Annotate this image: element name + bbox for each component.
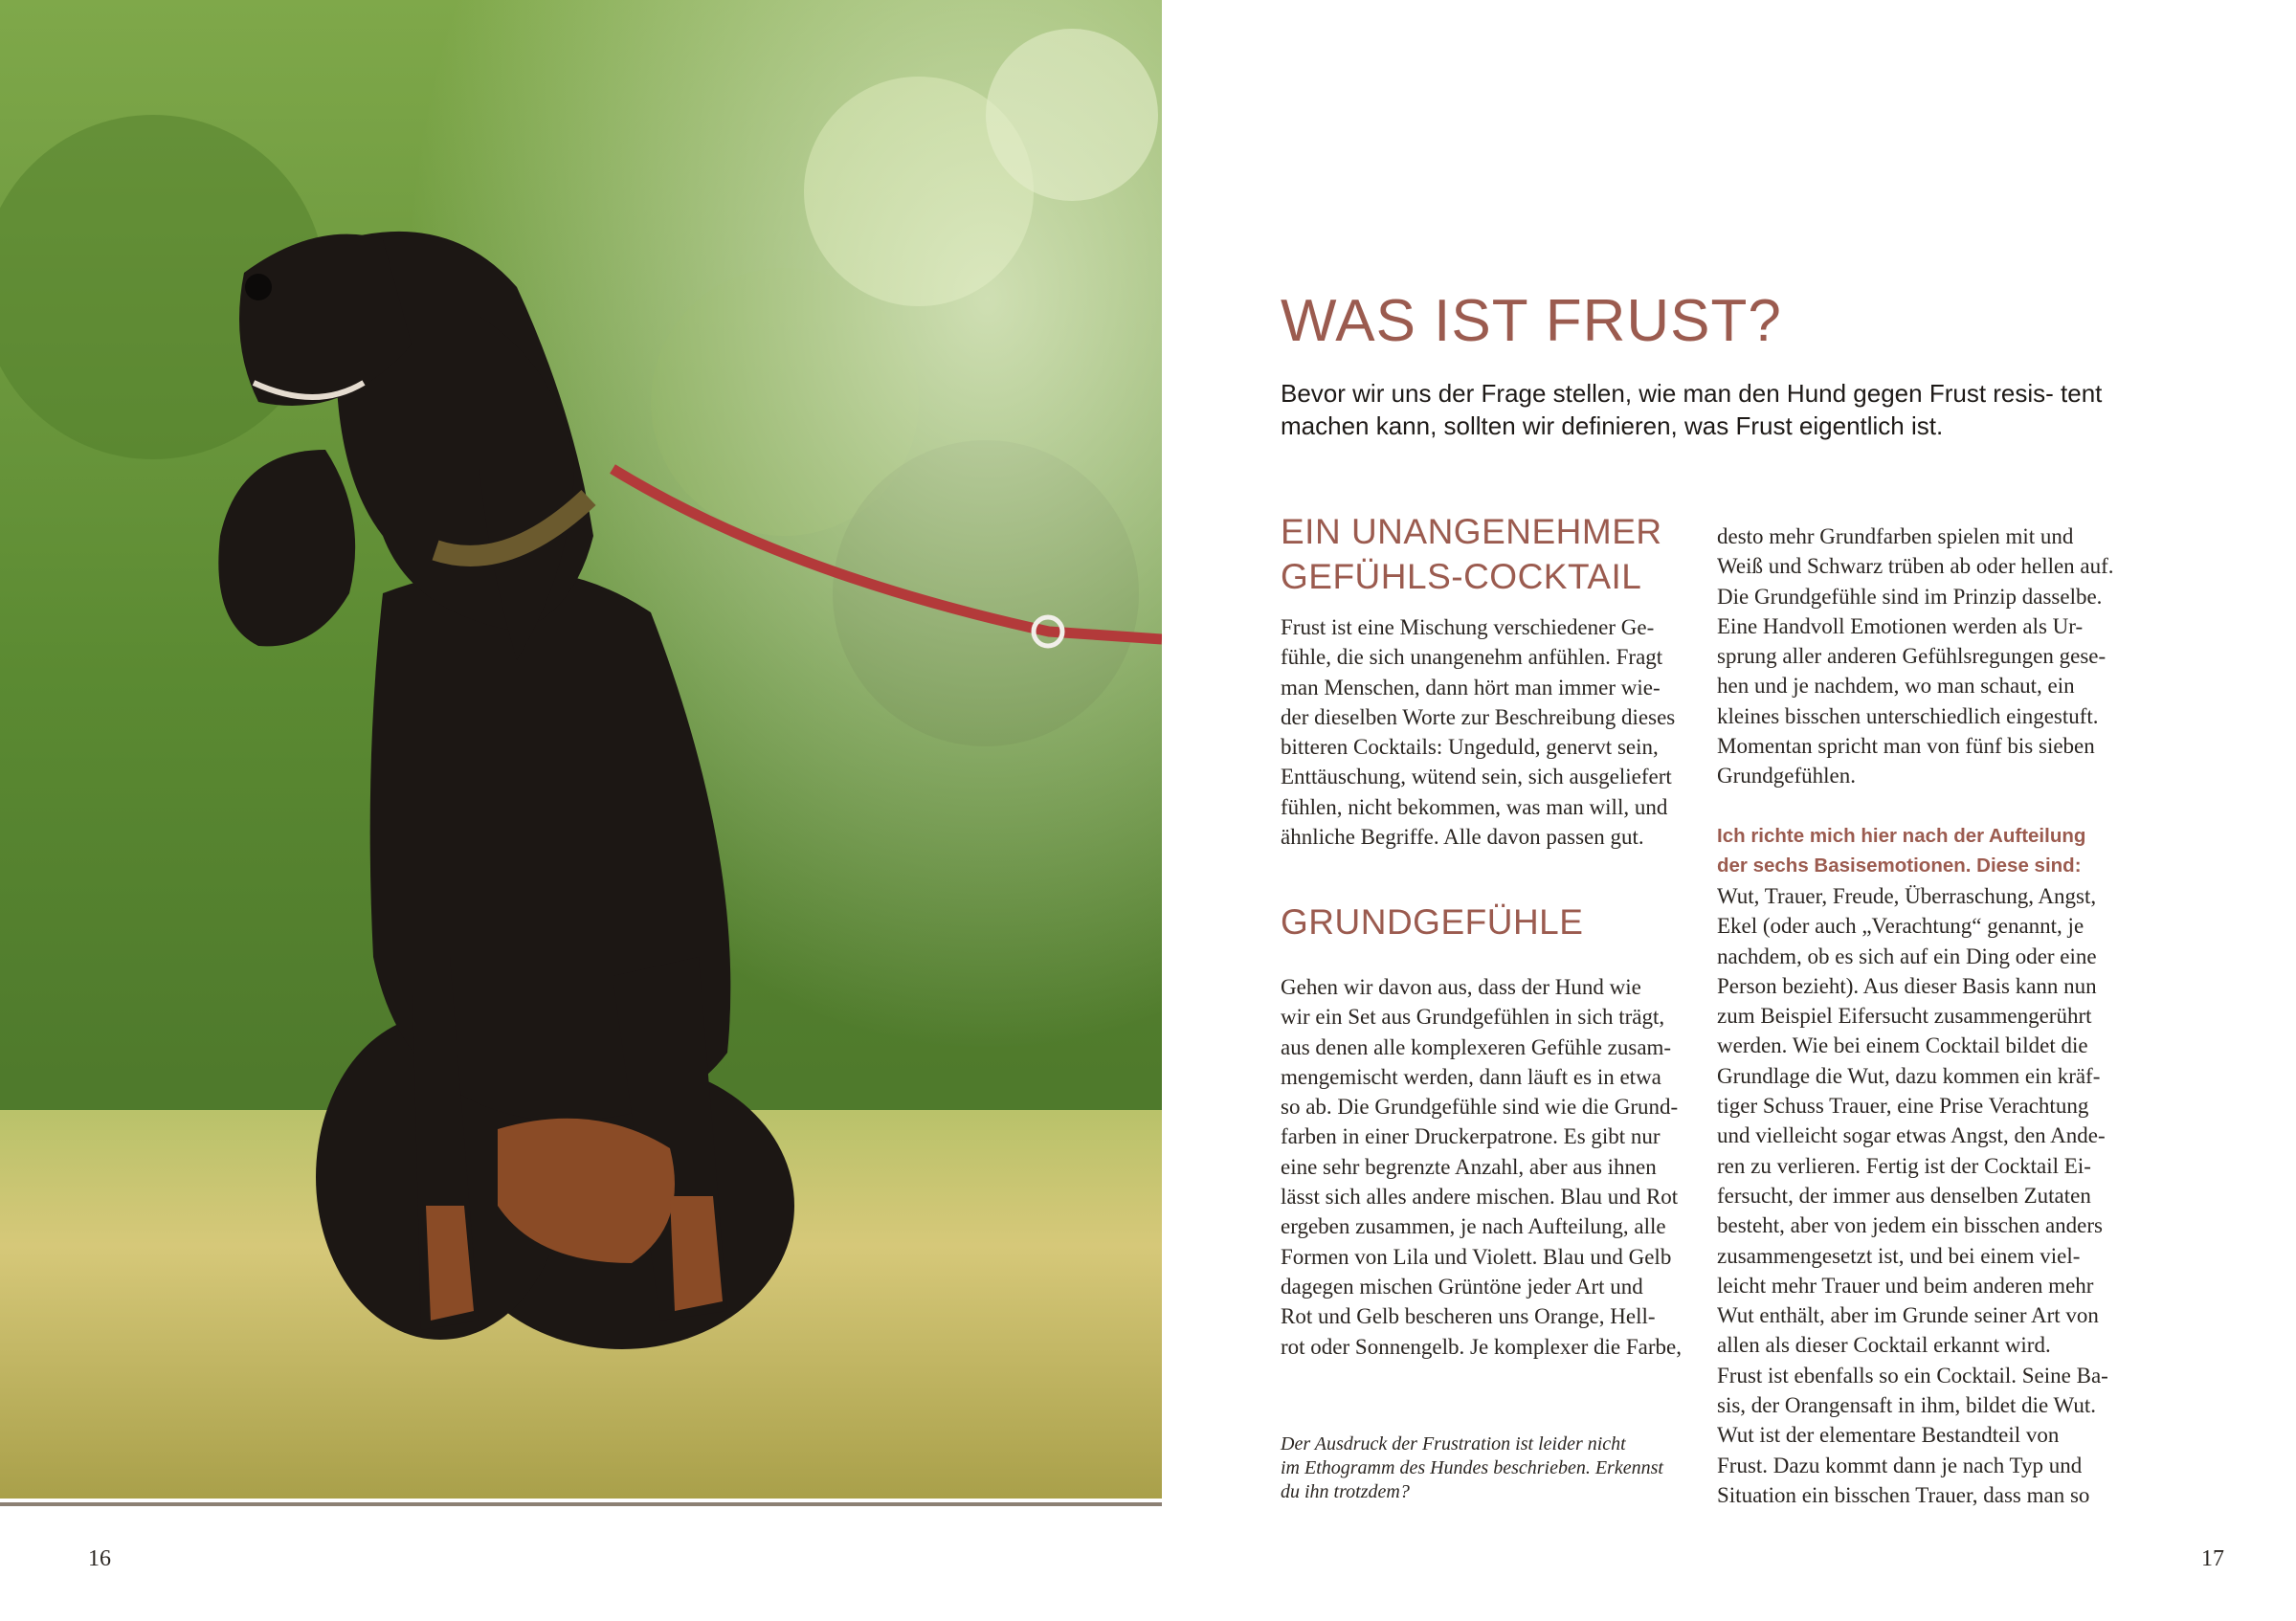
text-line: nachdem, ob es sich auf ein Ding oder eine (1717, 944, 2097, 968)
text-line: mengemischt werden, dann läuft es in etwa (1281, 1064, 1661, 1089)
column-two-top (1717, 522, 2114, 791)
heading-line: EIN UNANGENEHMER (1281, 512, 1662, 551)
lead-line: der sechs Basisemotionen. Diese sind: (1717, 855, 2082, 877)
page-bottom-rule (0, 1502, 1162, 1506)
text-line: zum Beispiel Eifersucht zusammengerührt (1717, 1004, 2092, 1029)
lead-line: Ich richte mich hier nach der Aufteilung (1717, 825, 2086, 847)
intro-paragraph: Bevor wir uns der Frage stellen, wie man den Hund gegen Frust resis- tent machen kann, sollten wir definieren, was Frust eigentlich ist. (1281, 379, 2103, 440)
page-number-left: 16 (88, 1546, 111, 1571)
text-line: Grundlage die Wut, dazu kommen ein kräf- (1717, 1063, 2101, 1088)
text-line: lässt sich alles andere mischen. Blau und Rot (1281, 1185, 1679, 1210)
heading-line: GEFÜHLS-COCKTAIL (1281, 557, 1642, 596)
text-line: Situation ein bisschen Trauer, dass man so (1717, 1482, 2090, 1507)
text-line: Enttäuschung, wütend sein, sich ausgeliefert (1281, 765, 1672, 789)
section-grundgefuehle-body (1281, 972, 1682, 1362)
chapter-title: WAS IST FRUST? (1281, 288, 1782, 354)
text-line: desto mehr Grundfarben spielen mit und (1717, 524, 2074, 548)
text-line: besteht, aber von jedem ein bisschen anders (1717, 1213, 2104, 1238)
text-line: Grundgefühlen. (1717, 764, 1856, 788)
text-line: eine sehr begrenzte Anzahl, aber aus ihnen (1281, 1154, 1657, 1179)
dog-photo (0, 0, 1162, 1499)
text-line: tiger Schuss Trauer, eine Prise Verachtung (1717, 1094, 2089, 1119)
text-line: Wut, Trauer, Freude, Überraschung, Angst, (1717, 884, 2097, 908)
text-line: fersucht, der immer aus denselben Zutaten (1717, 1183, 2091, 1208)
text-line: werden. Wie bei einem Cocktail bildet die (1717, 1033, 2088, 1058)
text-line: Formen von Lila und Violett. Blau und Gelb (1281, 1244, 1672, 1269)
text-line: sis, der Orangensaft in ihm, bildet die Wut. (1717, 1393, 2096, 1418)
section-heading-cocktail (1281, 509, 1662, 599)
text-line: Gehen wir davon aus, dass der Hund wie (1281, 975, 1641, 999)
text-line: sprung aller anderen Gefühlsregungen gese- (1717, 644, 2107, 669)
page-number-right: 17 (2201, 1546, 2224, 1571)
text-line: Momentan spricht man von fünf bis sieben (1717, 734, 2095, 759)
caption-line: Der Ausdruck der Frustration ist leider nicht (1281, 1433, 1626, 1454)
text-line: hen und je nachdem, wo man schaut, ein (1717, 674, 2075, 699)
text-line: Frust. Dazu kommt dann je nach Typ und (1717, 1453, 2083, 1477)
text-line: rot oder Sonnengelb. Je komplexer die Farbe, (1281, 1334, 1682, 1359)
highlighted-lead-text (1717, 821, 2085, 881)
text-line: wir ein Set aus Grundgefühlen in sich trägt, (1281, 1005, 1665, 1030)
text-line: bitteren Cocktails: Ungeduld, genervt sein, (1281, 735, 1659, 760)
text-line: Wut enthält, aber im Grunde seiner Art von (1717, 1303, 2099, 1328)
caption-line: du ihn trotzdem? (1281, 1481, 1410, 1502)
text-line: fühle, die sich unangenehm anfühlen. Fragt (1281, 645, 1663, 670)
photo-caption (1281, 1432, 1663, 1504)
text-line: fühlen, nicht bekommen, was man will, und (1281, 794, 1668, 819)
text-line: so ab. Die Grundgefühle sind wie die Grund- (1281, 1095, 1679, 1120)
text-line: Die Grundgefühle sind im Prinzip dasselbe. (1717, 584, 2103, 609)
text-line: ähnliche Begriffe. Alle davon passen gut. (1281, 825, 1644, 850)
column-two-bottom (1717, 881, 2108, 1510)
text-line: Frust ist ebenfalls so ein Cocktail. Seine Ba- (1717, 1363, 2108, 1388)
text-line: farben in einer Druckerpatrone. Es gibt nur (1281, 1124, 1661, 1149)
text-line: und vielleicht sogar etwas Angst, den Ande- (1717, 1123, 2106, 1148)
text-line: zusammengesetzt ist, und bei einem viel- (1717, 1243, 2081, 1268)
section-heading-grundgefuehle: GRUNDGEFÜHLE (1281, 902, 1584, 942)
text-line: allen als dieser Cocktail erkannt wird. (1717, 1333, 2051, 1358)
text-line: man Menschen, dann hört man immer wie- (1281, 675, 1661, 699)
text-line: Eine Handvoll Emotionen werden als Ur- (1717, 613, 2084, 638)
text-line: der dieselben Worte zur Beschreibung dieses (1281, 704, 1676, 729)
text-line: ren zu verlieren. Fertig ist der Cocktail Ei- (1717, 1153, 2091, 1178)
text-line: dagegen mischen Grüntöne jeder Art und (1281, 1274, 1643, 1299)
text-line: kleines bisschen unterschiedlich eingestuft. (1717, 703, 2099, 728)
text-line: Frust ist eine Mischung verschiedener Ge- (1281, 615, 1655, 639)
caption-line: im Ethogramm des Hundes beschrieben. Erkennst (1281, 1457, 1663, 1478)
text-line: Rot und Gelb bescheren uns Orange, Hell- (1281, 1304, 1656, 1329)
text-line: Ekel (oder auch „Verachtung“ genannt, je (1717, 914, 2084, 939)
text-line: leicht mehr Trauer und beim anderen mehr (1717, 1273, 2094, 1298)
text-line: Weiß und Schwarz trüben ab oder hellen auf. (1717, 554, 2114, 579)
text-line: Person bezieht). Aus dieser Basis kann nun (1717, 973, 2097, 998)
text-line: aus denen alle komplexeren Gefühle zusam- (1281, 1034, 1672, 1059)
section-cocktail-body (1281, 612, 1675, 852)
text-line: ergeben zusammen, je nach Aufteilung, alle (1281, 1214, 1666, 1239)
text-line: Wut ist der elementare Bestandteil von (1717, 1423, 2060, 1448)
